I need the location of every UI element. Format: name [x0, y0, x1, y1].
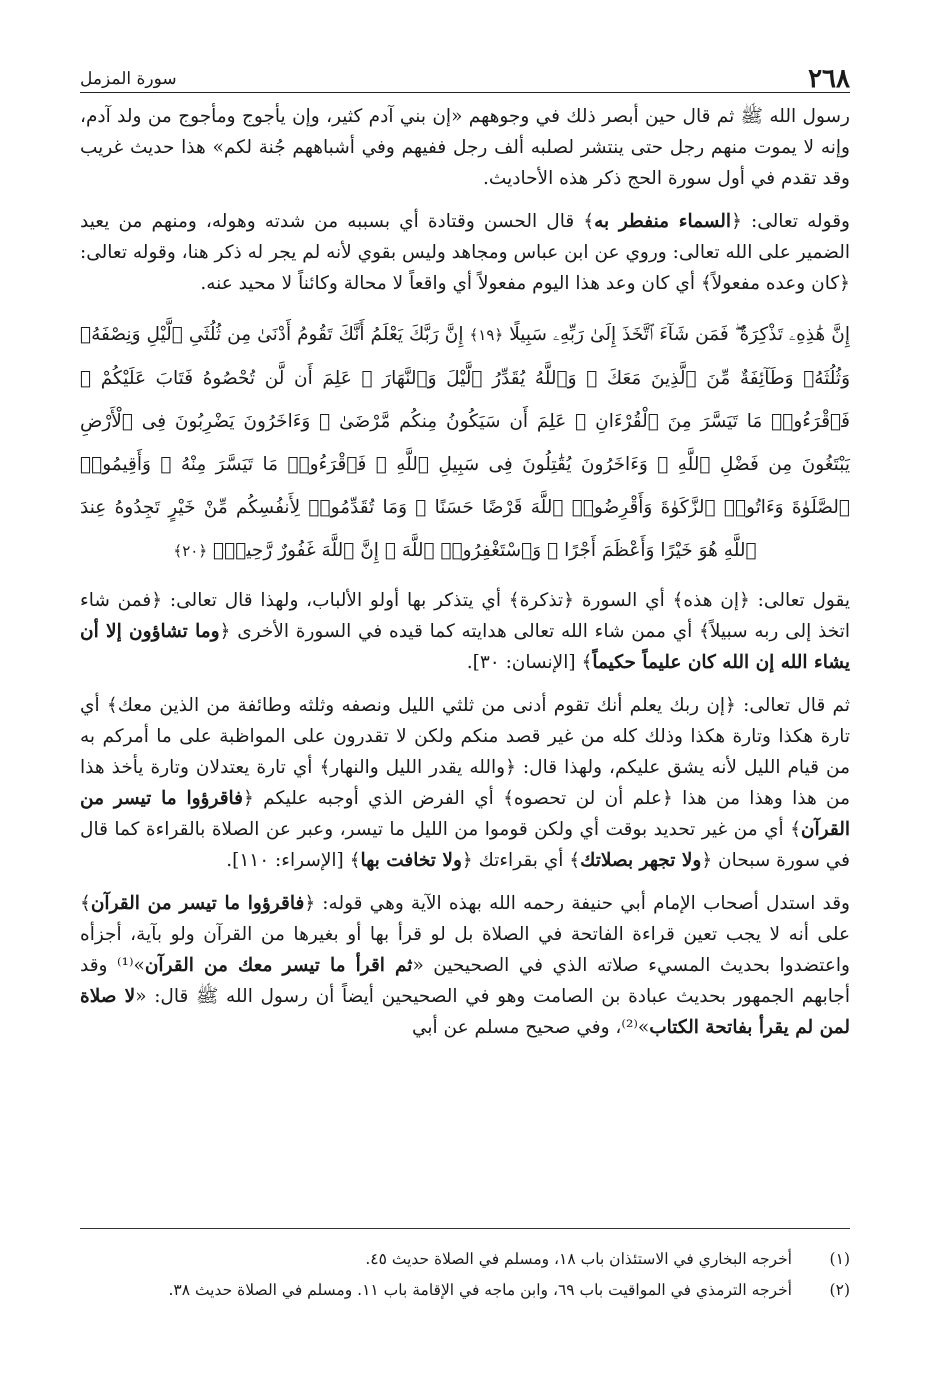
text-run: »⁽²⁾، وفي صحيح مسلم عن أبي — [411, 1017, 650, 1038]
quoted-verse: السماء منفطر به — [594, 211, 732, 232]
quoted-hadith: ثم اقرأ ما تيسر معك من القرآن — [144, 955, 413, 976]
ayah-text: إِنَّ هَٰذِهِۦ تَذْكِرَةٌ ۖ فَمَن شَآءَ ٱتَّخَذَ إِلَىٰ رَبِّهِۦ سَبِيلًا — [509, 324, 850, 345]
page-body — [80, 58, 850, 1043]
text-run: يقول تعالى: ﴿إن هذه﴾ أي السورة ﴿تذكرة﴾ أي يتذكر بها أولو الألباب، ولهذا قال تعالى: ﴿فمن شاء اتخذ إلى ربه سبيلاً﴾ أي ممن شاء الله تعالى هدايته كما قيده في السورة الأخرى ﴿ — [80, 590, 851, 642]
paragraph-hadith: رسول الله ﷺ ثم قال حين أبصر ذلك في وجوههم «إن بني آدم كثير، وإن يأجوج ومأجوج من ولد آدم، وإنه لا يموت منهم رجل حتى ينتشر لصلبه ألف رجل ففيهم وفي أشباههم جُنة لكم» هذا حديث غريب وقد تقدم في أول سورة الحج ذكر هذه الأحاديث. — [80, 106, 850, 189]
footnote-text: أخرجه البخاري في الاستئذان باب ١٨، ومسلم في الصلاة حديث ٤٥. — [365, 1250, 792, 1268]
ayah-number: ﴿١٩﴾ — [469, 326, 504, 344]
footnote-text: أخرجه الترمذي في المواقيت باب ٦٩، وابن ماجه في الإقامة باب ١١. ومسلم في الصلاة حديث ٣٨. — [168, 1281, 792, 1299]
quran-verses — [80, 313, 850, 573]
footnote-item — [80, 1275, 850, 1306]
text-run: ﴾ على أنه لا يجب تعين قراءة الفاتحة في الصلاة بل لو قرأ بها أو بغيرها من القرآن ولو بآية، أجزأه واعتضدوا بحديث المسيء صلاته الذي في الصحيحين « — [80, 893, 850, 976]
text-run: ﴾ [الإسراء: ١١٠]. — [226, 850, 361, 871]
ayah-number: ﴿٢٠﴾ — [173, 542, 208, 560]
footnote-item — [80, 1244, 850, 1275]
footnote-number: (٢) — [829, 1281, 850, 1299]
text-run: ﴾ [الإنسان: ٣٠]. — [466, 652, 593, 673]
paragraph-commentary-1 — [80, 206, 850, 299]
text-run: وقوله تعالى: ﴿ — [731, 211, 850, 232]
quoted-verse: ولا تجهر بصلاتك — [580, 850, 702, 871]
quoted-verse: وما تشاؤون إلا أن يشاء الله إن الله كان عليماً حكيماً — [80, 621, 850, 673]
text-run: ﴾ أي من غير تحديد بوقت أي ولكن قوموا من الليل ما تيسر، وعبر عن الصلاة بالقراءة كما قال في سورة سبحان ﴿ — [80, 819, 850, 871]
text-run: ﴾ أي بقراءتك ﴿ — [461, 850, 581, 871]
page-header — [80, 58, 850, 93]
quoted-verse: فاقرؤوا ما تيسر من القرآن — [90, 893, 305, 914]
running-title: سورة المزمل — [80, 69, 177, 89]
page-number: ٢٦٨ — [808, 64, 850, 94]
paragraph-commentary-3 — [80, 690, 850, 876]
ayah-text: إِنَّ رَبَّكَ يَعْلَمُ أَنَّكَ تَقُومُ أَدْنَىٰ مِن ثُلُثَىِ ٱلَّيْلِ وَنِصْفَهُۥ وَثُلُثَهُۥ وَطَآئِفَةٌ مِّنَ ٱلَّذِينَ مَعَكَ ۚ وَٱللَّهُ يُقَدِّرُ ٱلَّيْلَ وَٱلنَّهَارَ ۚ عَلِمَ أَن لَّن تُحْصُوهُ فَتَابَ عَلَيْكُمْ ۖ فَٱقْرَءُوا۟ مَا تَيَسَّرَ مِنَ ٱلْقُرْءَانِ ۚ عَلِمَ أَن سَيَكُونُ مِنكُم مَّرْضَىٰ ۙ وَءَاخَرُونَ يَضْرِبُونَ فِى ٱلْأَرْضِ يَبْتَغُونَ مِن فَضْلِ ٱللَّهِ ۙ وَءَاخَرُونَ يُقَٰتِلُونَ فِى سَبِيلِ ٱللَّهِ ۖ فَٱقْرَءُوا۟ مَا تَيَسَّرَ مِنْهُ ۚ وَأَقِيمُوا۟ ٱلصَّلَوٰةَ وَءَاتُوا۟ ٱلزَّكَوٰةَ وَأَقْرِضُوا۟ ٱللَّهَ قَرْضًا حَسَنًا ۚ وَمَا تُقَدِّمُوا۟ لِأَنفُسِكُم مِّنْ خَيْرٍ تَجِدُوهُ عِندَ ٱللَّهِ هُوَ خَيْرًا وَأَعْظَمَ أَجْرًا ۚ وَٱسْتَغْفِرُوا۟ ٱللَّهَ ۖ إِنَّ ٱللَّهَ غَفُورٌ رَّحِيمٌۢ — [80, 324, 850, 561]
quoted-verse: ولا تخافت بها — [360, 850, 462, 871]
paragraph-commentary-2 — [80, 585, 850, 678]
footnote-divider — [80, 1228, 850, 1229]
text-run: ثم قال تعالى: ﴿إن ربك يعلم أنك تقوم أدنى من ثلثي الليل ونصفه وثلثه وطائفة من الذين معك﴾ أي تارة هكذا وتارة هكذا وذلك كله من غير قصد منكم ولكن لا تقدرون على المواظبة على ما أمركم به من قيام الليل لأنه يشق عليكم، ولهذا قال: ﴿والله يقدر الليل والنهار﴾ أي تارة يعتدلان وتارة يأخذ هذا من هذا وهذا من هذا ﴿علم أن لن تحصوه﴾ أي الفرض الذي أوجبه عليكم ﴿ — [80, 695, 850, 809]
quoted-hadith: لا صلاة لمن لم يقرأ بفاتحة الكتاب — [80, 986, 850, 1038]
footnotes — [80, 1244, 850, 1306]
paragraph-commentary-4 — [80, 888, 850, 1043]
quoted-verse: فاقرؤوا ما تيسر من القرآن — [80, 788, 850, 840]
footnote-number: (١) — [829, 1250, 850, 1268]
text-run: ﴾ قال الحسن وقتادة أي بسببه من شدته وهوله، ومنهم من يعيد الضمير على الله تعالى: وروي عن ابن عباس ومجاهد وليس بقوي لأنه لم يجر له ذكر هنا، وقوله تعالى: ﴿كان وعده مفعولاً﴾ أي كان وعد هذا اليوم مفعولاً أي واقعاً لا محالة وكائناً لا محيد عنه. — [80, 211, 850, 294]
text-run: وقد استدل أصحاب الإمام أبي حنيفة رحمه الله بهذه الآية وهي قوله: ﴿ — [304, 893, 850, 914]
text-run: »⁽¹⁾ وقد أجابهم الجمهور بحديث عبادة بن الصامت وهو في الصحيحين أيضاً أن رسول الله ﷺ قال: « — [80, 955, 851, 1007]
